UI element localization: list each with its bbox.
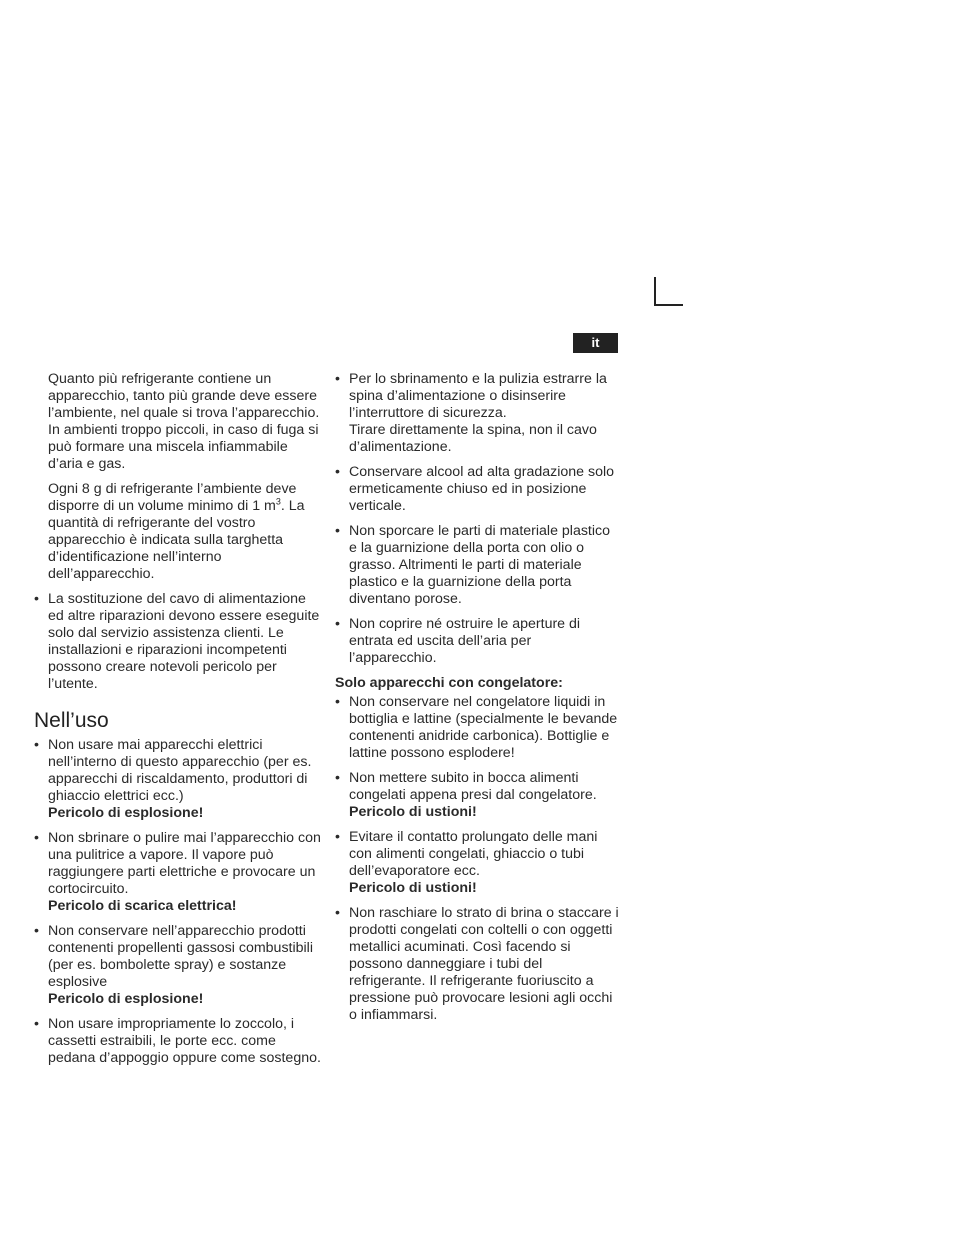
warning-text: Pericolo di ustioni! [349,880,477,896]
service-list [34,591,324,693]
list-item: • Non usare impropriamente lo zoccolo, i cassetti estraibili, le porte ecc. come pedana d’appoggio oppure come sostegno. [34,1016,321,1066]
bullet: • [335,694,340,710]
safety-list [335,371,620,667]
list-item: • Conservare alcool ad alta gradazione solo ermeticamente chiuso ed in posizione verticale. [335,464,614,514]
warning-text: Pericolo di ustioni! [349,804,477,820]
list-item: • Non conservare nell’apparecchio prodotti contenenti propellenti gassosi combustibili (per es. bombolette spray) e sostanze esplosive Pericolo di esplosione! [34,923,324,1008]
warning-text: Pericolo di esplosione! [48,805,204,821]
right-column [335,371,620,1032]
use-list [34,737,324,1067]
list-item: • La sostituzione del cavo di alimentazione ed altre riparazioni devono essere eseguite solo dal servizio assistenza clienti. Le installazioni e riparazioni incompetenti possono creare notevoli pericolo per l’utente. [34,591,320,692]
bullet: • [335,616,340,632]
left-column [34,371,324,1075]
bullet: • [34,1016,39,1032]
bullet: • [34,737,39,753]
bullet: • [335,829,340,845]
list-item: • Non coprire né ostruire le aperture di entrata ed uscita dell’aria per l’apparecchio. [335,616,581,666]
list-item: • Non sporcare le parti di materiale plastico e la guarnizione della porta con olio o grasso. Altrimenti le parti di materiale plastico e la guarnizione della porta diventano porose. [335,523,611,607]
list-item: • Non sbrinare o pulire mai l’apparecchio con una pulitrice a vapore. Il vapore può raggiungere parti elettriche e provocare un cortocircuito. Pericolo di scarica elettrica! [34,830,324,915]
list-item: • Non mettere subito in bocca alimenti congelati appena presi dal congelatore. Pericolo di ustioni! [335,770,620,821]
bullet: • [335,464,340,480]
list-item: • Non usare mai apparecchi elettrici nell’interno di questo apparecchio (per es. apparecchi di riscaldamento, produttori di ghiaccio elettrici ecc.) Pericolo di esplosione! [34,737,324,822]
corner-mark-vertical [654,277,656,306]
warning-text: Pericolo di scarica elettrica! [48,898,237,914]
bullet: • [335,905,340,921]
bullet: • [34,923,39,939]
list-item: • Evitare il contatto prolungato delle mani con alimenti congelati, ghiaccio o tubi dell’evaporatore ecc. Pericolo di ustioni! [335,829,620,897]
list-item: • Non raschiare lo strato di brina o staccare i prodotti congelati con coltelli o con oggetti metallici acuminati. Così facendo si possono danneggiare i tubi del refrigerante. Il refrigerante fuoriuscito a pressione può provocare lesioni agli occhi o infiammarsi. [335,905,619,1023]
list-item: • Per lo sbrinamento e la pulizia estrarre la spina d’alimentazione o disinserire l’interruttore di sicurezza. Tirare direttamente la spina, non il cavo d’alimentazione. [335,371,620,456]
paragraph-refrigerant-room: Quanto più refrigerante contiene un apparecchio, tanto più grande deve essere l’ambiente, nel quale si trova l’apparecchio. In ambienti troppo piccoli, in caso di fuga si può formare una miscela infiammabile d’aria e gas. [48,371,320,472]
bullet: • [34,830,39,846]
freezer-heading: Solo apparecchi con congelatore: [335,675,563,691]
freezer-list [335,694,620,1024]
corner-mark-horizontal [654,304,683,306]
bullet: • [34,591,39,607]
bullet: • [335,371,340,387]
bullet: • [335,770,340,786]
bullet: • [335,523,340,539]
list-item-extra: Tirare direttamente la spina, non il cavo d’alimentazione. [349,422,597,455]
section-heading-use: Nell’uso [34,709,109,732]
warning-text: Pericolo di esplosione! [48,991,204,1007]
list-item: • Non conservare nel congelatore liquidi in bottiglia e lattine (specialmente le bevande contenenti anidride carbonica). Bottiglie e lattine possono esplodere! [335,694,618,761]
paragraph-refrigerant-volume: Ogni 8 g di refrigerante l’ambiente deve disporre di un volume minimo di 1 $m^3$. La quantità di refrigerante del vostro apparecchio è indicata sulla targhetta d’identificazione nell’interno dell’apparecchio. [48,481,305,582]
language-tab: it [573,333,618,353]
